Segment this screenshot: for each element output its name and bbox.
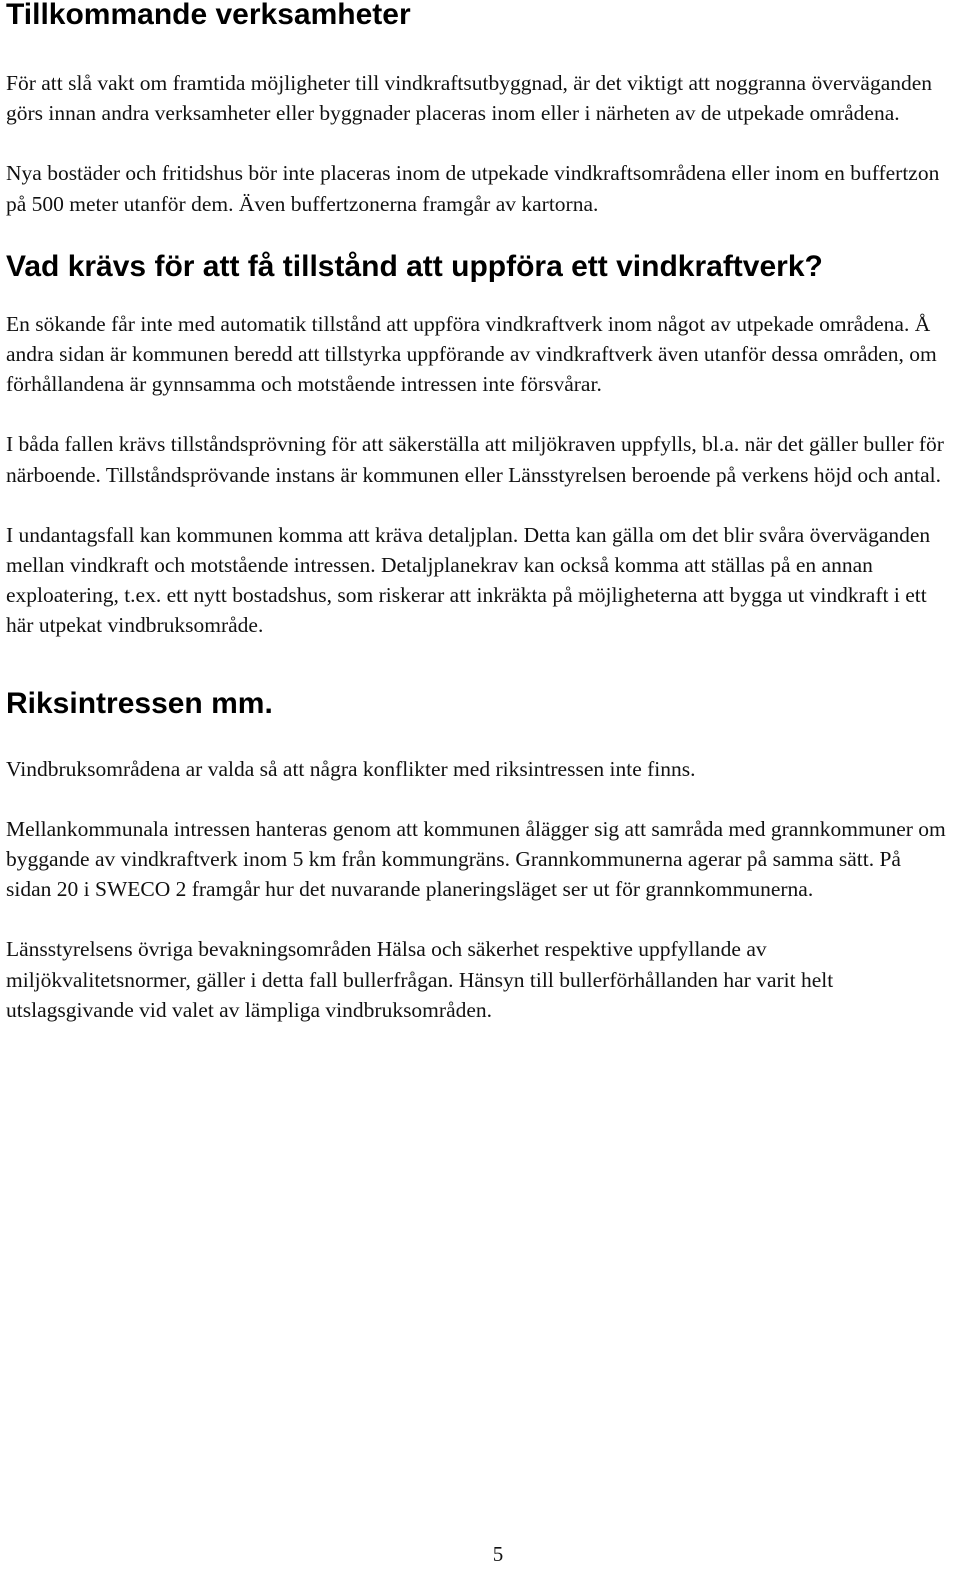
paragraph: I båda fallen krävs tillståndsprövning för att säkerställa att miljökraven uppfylls, bl.a. när det gäller buller för närboende. Tillståndsprövande instans är kommunen eller Länsstyrelsen beroende på verkens höjd och antal.: [6, 432, 944, 487]
paragraph: En sökande får inte med automatik tillstånd att uppföra vindkraftverk inom något av utpekade områdena. Å andra sidan är kommunen beredd att tillstyrka uppförande av vindkraftverk även utanför dessa områden, om förhållandena är gynnsamma och motstående intressen inte försvårar.: [6, 311, 937, 397]
document-page: [6, 0, 951, 1025]
paragraph: Vindbruksområdena ar valda så att några konflikter med riksintressen inte finns.: [6, 756, 696, 781]
paragraph: I undantagsfall kan kommunen komma att kräva detaljplan. Detta kan gälla om det blir svåra överväganden mellan vindkraft och motstående intressen. Detaljplanekrav kan också komma att ställas på en annan exploatering, t.ex. ett nytt bostadshus, som riskerar att inkräkta på möjligheterna att bygga ut vindkraft i ett här utpekat vindbruksområde.: [6, 522, 931, 638]
page-number: 5: [492, 1542, 504, 1566]
paragraph: Mellankommunala intressen hanteras genom att kommunen ålägger sig att samråda med grannkommuner om byggande av vindkraftverk inom 5 km från kommungräns. Grannkommunerna agerar på samma sätt. På sidan 20 i SWECO 2 framgår hur det nuvarande planeringsläget ser ut för grannkommunerna.: [6, 816, 946, 902]
paragraph: För att slå vakt om framtida möjligheter till vindkraftsutbyggnad, är det viktigt att noggranna överväganden görs innan andra verksamheter eller byggnader placeras inom eller i närheten av de utpekade områdena.: [6, 71, 933, 126]
paragraph: Nya bostäder och fritidshus bör inte placeras inom de utpekade vindkraftsområdena eller inom en buffertzon på 500 meter utanför dem. Även buffertzonerna framgår av kartorna.: [6, 161, 940, 216]
section-heading-tillstand: Vad krävs för att få tillstånd att uppföra ett vindkraftverk?: [6, 249, 823, 283]
section-heading-tillkommande-verksamheter: Tillkommande verksamheter: [6, 0, 411, 31]
section-heading-riksintressen: Riksintressen mm.: [6, 686, 273, 720]
paragraph: Länsstyrelsens övriga bevakningsområden Hälsa och säkerhet respektive uppfyllande av miljökvalitetsnormer, gäller i detta fall bullerfrågan. Hänsyn till bullerförhållanden har varit helt utslagsgivande vid valet av lämpliga vindbruksområden.: [6, 937, 834, 1022]
